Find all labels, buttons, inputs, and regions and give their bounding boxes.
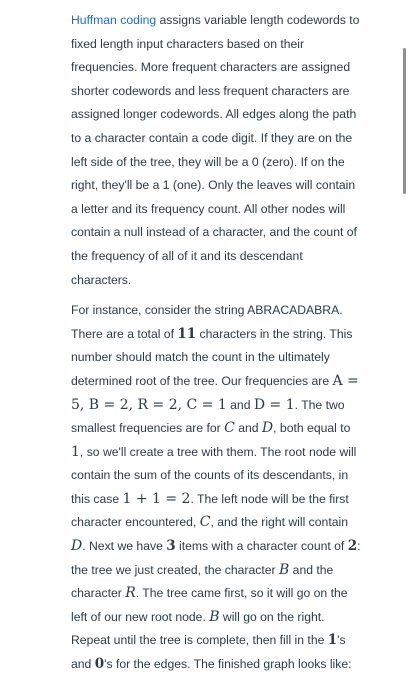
intro-paragraph bbox=[71, 9, 363, 292]
example-paragraph bbox=[71, 299, 363, 677]
math-char-c: C bbox=[224, 420, 235, 437]
text-run: , and the right will contain bbox=[210, 515, 348, 530]
text-run: 's and bbox=[71, 633, 346, 672]
math-char-d: D bbox=[261, 420, 274, 437]
math-char-b: B bbox=[278, 561, 290, 578]
text-run: 's for the edges. The finished graph looks like: bbox=[104, 657, 352, 672]
huffman-coding-link[interactable]: Huffman coding bbox=[71, 13, 157, 27]
text-run: and bbox=[226, 397, 254, 412]
scrollbar-thumb[interactable] bbox=[403, 48, 406, 194]
text-run: . The tree came first, so it will go on the left of our new root node. bbox=[71, 586, 348, 624]
text-run: characters in the string. This number should match the count in the ultimately determined root of the tree. Our frequencies are bbox=[71, 326, 353, 388]
math-number-zero: 0 bbox=[94, 656, 105, 673]
math-char-b: B bbox=[209, 608, 220, 625]
vertical-scrollbar[interactable] bbox=[400, 0, 410, 700]
text-run: and the character bbox=[71, 562, 334, 601]
text-run: . The left node will be the first character encountered, bbox=[71, 491, 349, 530]
math-number-one: 1 bbox=[71, 443, 80, 460]
text-run: : the tree we just created, the character bbox=[71, 539, 361, 577]
math-frequency-d: D = 1 bbox=[253, 396, 295, 413]
text-run: will go on the right. Repeat until the tree is complete, then fill in the bbox=[71, 609, 328, 648]
math-sum: 1 + 1 = 2 bbox=[122, 490, 191, 507]
math-number-two: 2 bbox=[347, 538, 358, 555]
text-run: assigns variable length codewords to fixed length input characters based on their frequencies. More frequent characters are assigned shorter codewords and less frequent characters are assigned longer codewords. All edges along the path to a character contain a code digit. If they are on the left side of the tree, they will be a 0 (zero). If on the right, they'll be a 1 (one). Only the leaves will contain a letter and its frequency count. All other nodes will contain a null instead of a character, and the count of the frequency of all of it and its descendant characters. bbox=[71, 13, 360, 287]
math-total-count: 11 bbox=[177, 325, 197, 342]
text-run: items with a character count of bbox=[175, 539, 348, 554]
math-number-one: 1 bbox=[327, 632, 338, 649]
math-char-r: R bbox=[125, 585, 136, 602]
text-run: . The two smallest frequencies are for bbox=[71, 397, 345, 436]
math-char-d: D bbox=[71, 538, 83, 555]
text-run: and bbox=[234, 421, 262, 436]
text-run: . Next we have bbox=[82, 539, 167, 554]
text-run: , so we'll create a tree with them. The root node will contain the sum of the counts of its descendants, in this case bbox=[71, 444, 357, 506]
text-run: , both equal to bbox=[273, 421, 351, 436]
math-frequencies: A = 5, B = 2, R = 2, C = 1 bbox=[71, 372, 359, 413]
math-char-c: C bbox=[199, 514, 211, 531]
text-run: For instance, consider the string ABRACADABRA. There are a total of bbox=[71, 303, 343, 341]
math-number-three: 3 bbox=[166, 538, 176, 555]
